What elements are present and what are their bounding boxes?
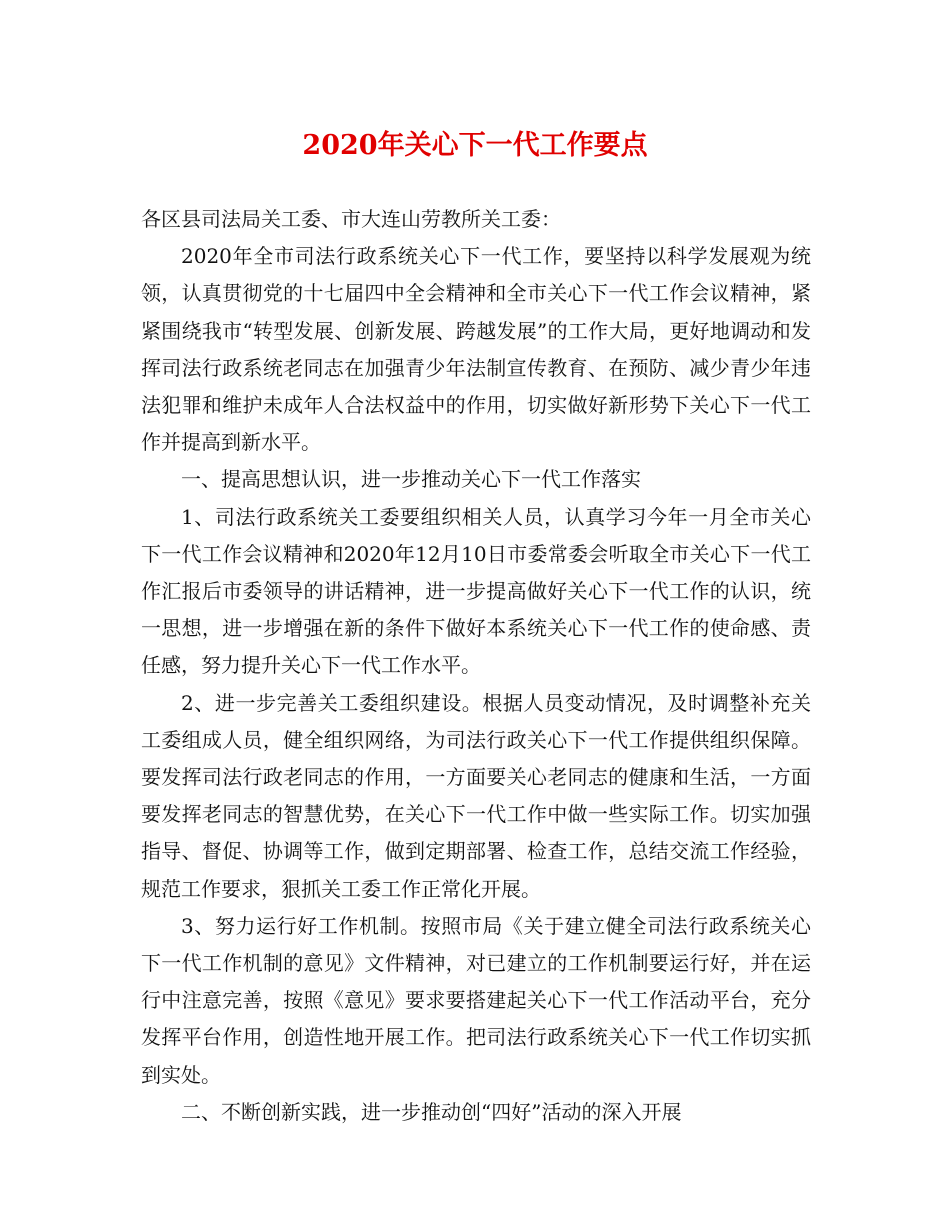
document-body <box>141 201 811 1131</box>
section-heading-1: 一、提高思想认识，进一步推动关心下一代工作落实 <box>181 467 641 492</box>
item-paragraph-3: 3、努力运行好工作机制。按照市局《关于建立健全司法行政系统关心下一代工作机制的意见》文件精神，对已建立的工作机制要运行好，并在运行中注意完善，按照《意见》要求要搭建起关心下一代工作活动平台，充分发挥平台作用，创造性地开展工作。把司法行政系统关心下一代工作切实抓到实处。 <box>141 913 811 1087</box>
intro-paragraph: 2020年全市司法行政系统关心下一代工作，要坚持以科学发展观为统领，认真贯彻党的十七届四中全会精神和全市关心下一代工作会议精神，紧紧围绕我市“转型发展、创新发展、跨越发展”的工作大局，更好地调动和发挥司法行政系统老同志在加强青少年法制宣传教育、在预防、减少青少年违法犯罪和维护未成年人合法权益中的作用，切实做好新形势下关心下一代工作并提高到新水平。 <box>141 244 811 455</box>
item-paragraph-2: 2、进一步完善关工委组织建设。根据人员变动情况，及时调整补充关工委组成人员，健全组织网络，为司法行政关心下一代工作提供组织保障。要发挥司法行政老同志的作用，一方面要关心老同志的健康和生活，一方面要发挥老同志的智慧优势，在关心下一代工作中做一些实际工作。切实加强指导、督促、协调等工作，做到定期部署、检查工作，总结交流工作经验，规范工作要求，狠抓关工委工作正常化开展。 <box>141 690 811 901</box>
section-heading-2: 二、不断创新实践，进一步推动创“四好”活动的深入开展 <box>181 1099 682 1124</box>
document-title: 2020年关心下一代工作要点 <box>302 130 648 161</box>
salutation-paragraph: 各区县司法局关工委、市大连山劳教所关工委： <box>141 207 561 231</box>
item-paragraph-1: 1、司法行政系统关工委要组织相关人员，认真学习今年一月全市关心下一代工作会议精神和2020年12月10日市委常委会听取全市关心下一代工作汇报后市委领导的讲话精神，进一步提高做好关心下一代工作的认识，统一思想，进一步增强在新的条件下做好本系统关心下一代工作的使命感、责任感，努力提升关心下一代工作水平。 <box>141 504 811 678</box>
